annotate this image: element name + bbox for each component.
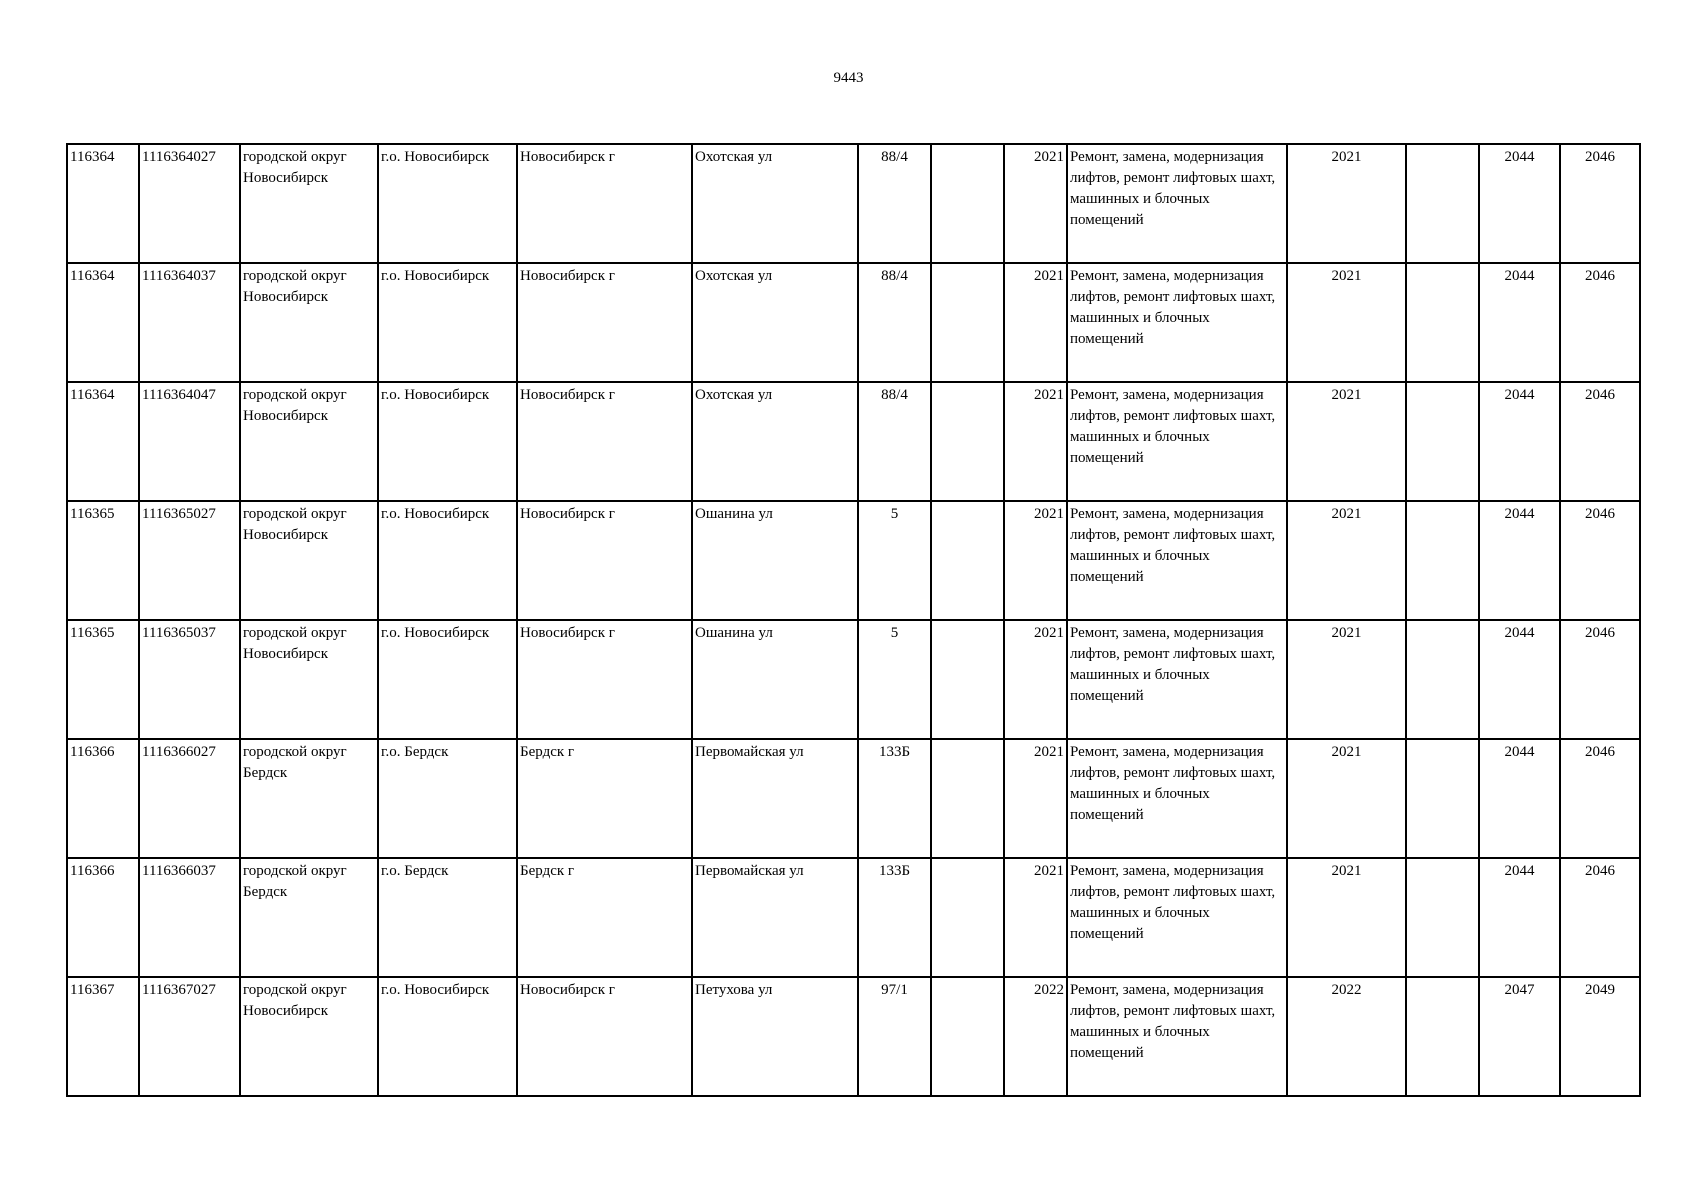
cell-id: 116366 xyxy=(67,858,139,977)
page-number: 9443 xyxy=(833,70,864,86)
cell-year-c: 2044 xyxy=(1479,263,1560,382)
cell-work: Ремонт, замена, модернизация лифтов, ремонт лифтовых шахт, машинных и блочных помещений xyxy=(1067,501,1287,620)
cell-house: 5 xyxy=(858,501,931,620)
table-body xyxy=(67,144,1640,1096)
cell-year-a: 2021 xyxy=(1004,263,1067,382)
cell-locality: Новосибирск г xyxy=(517,144,692,263)
cell-blank-1 xyxy=(931,977,1004,1096)
cell-year-b: 2021 xyxy=(1287,858,1406,977)
table-row xyxy=(67,620,1640,739)
cell-municipality: г.о. Бердск xyxy=(378,858,517,977)
cell-work: Ремонт, замена, модернизация лифтов, ремонт лифтовых шахт, машинных и блочных помещений xyxy=(1067,263,1287,382)
cell-code: 1116364027 xyxy=(139,144,240,263)
cell-house: 133Б xyxy=(858,858,931,977)
cell-work: Ремонт, замена, модернизация лифтов, ремонт лифтовых шахт, машинных и блочных помещений xyxy=(1067,382,1287,501)
cell-year-a: 2021 xyxy=(1004,620,1067,739)
cell-blank-1 xyxy=(931,739,1004,858)
cell-year-c: 2044 xyxy=(1479,144,1560,263)
cell-year-a: 2021 xyxy=(1004,858,1067,977)
cell-street: Первомайская ул xyxy=(692,858,858,977)
cell-year-d: 2046 xyxy=(1560,739,1640,858)
cell-id: 116367 xyxy=(67,977,139,1096)
cell-work: Ремонт, замена, модернизация лифтов, ремонт лифтовых шахт, машинных и блочных помещений xyxy=(1067,977,1287,1096)
cell-street: Ошанина ул xyxy=(692,620,858,739)
cell-year-a: 2021 xyxy=(1004,382,1067,501)
cell-year-c: 2044 xyxy=(1479,739,1560,858)
table-row xyxy=(67,263,1640,382)
cell-street: Охотская ул xyxy=(692,263,858,382)
cell-blank-2 xyxy=(1406,977,1479,1096)
table-row xyxy=(67,382,1640,501)
cell-year-d: 2046 xyxy=(1560,620,1640,739)
cell-blank-2 xyxy=(1406,263,1479,382)
cell-house: 133Б xyxy=(858,739,931,858)
cell-locality: Новосибирск г xyxy=(517,263,692,382)
cell-municipality: г.о. Новосибирск xyxy=(378,144,517,263)
cell-work: Ремонт, замена, модернизация лифтов, ремонт лифтовых шахт, машинных и блочных помещений xyxy=(1067,858,1287,977)
cell-blank-2 xyxy=(1406,858,1479,977)
cell-year-d: 2046 xyxy=(1560,501,1640,620)
cell-work: Ремонт, замена, модернизация лифтов, ремонт лифтовых шахт, машинных и блочных помещений xyxy=(1067,144,1287,263)
cell-year-a: 2021 xyxy=(1004,501,1067,620)
cell-year-a: 2022 xyxy=(1004,977,1067,1096)
cell-year-b: 2021 xyxy=(1287,620,1406,739)
cell-blank-1 xyxy=(931,501,1004,620)
cell-blank-2 xyxy=(1406,620,1479,739)
cell-district: городской округ Новосибирск xyxy=(240,382,378,501)
cell-year-d: 2046 xyxy=(1560,858,1640,977)
table-row xyxy=(67,144,1640,263)
table-row xyxy=(67,739,1640,858)
cell-district: городской округ Бердск xyxy=(240,739,378,858)
cell-district: городской округ Новосибирск xyxy=(240,620,378,739)
cell-locality: Новосибирск г xyxy=(517,977,692,1096)
table-row xyxy=(67,977,1640,1096)
cell-municipality: г.о. Новосибирск xyxy=(378,263,517,382)
cell-house: 5 xyxy=(858,620,931,739)
cell-house: 88/4 xyxy=(858,263,931,382)
cell-id: 116364 xyxy=(67,263,139,382)
cell-municipality: г.о. Новосибирск xyxy=(378,977,517,1096)
cell-street: Охотская ул xyxy=(692,144,858,263)
cell-blank-2 xyxy=(1406,501,1479,620)
cell-locality: Бердск г xyxy=(517,739,692,858)
cell-district: городской округ Бердск xyxy=(240,858,378,977)
registry-table xyxy=(66,143,1641,1097)
cell-code: 1116364037 xyxy=(139,263,240,382)
cell-year-c: 2044 xyxy=(1479,858,1560,977)
cell-blank-1 xyxy=(931,620,1004,739)
cell-year-c: 2044 xyxy=(1479,620,1560,739)
cell-locality: Новосибирск г xyxy=(517,620,692,739)
cell-locality: Бердск г xyxy=(517,858,692,977)
cell-year-b: 2022 xyxy=(1287,977,1406,1096)
cell-blank-1 xyxy=(931,858,1004,977)
cell-code: 1116364047 xyxy=(139,382,240,501)
cell-blank-2 xyxy=(1406,144,1479,263)
cell-district: городской округ Новосибирск xyxy=(240,144,378,263)
cell-year-b: 2021 xyxy=(1287,382,1406,501)
cell-year-c: 2044 xyxy=(1479,382,1560,501)
cell-municipality: г.о. Бердск xyxy=(378,739,517,858)
cell-code: 1116365027 xyxy=(139,501,240,620)
cell-blank-2 xyxy=(1406,739,1479,858)
cell-work: Ремонт, замена, модернизация лифтов, ремонт лифтовых шахт, машинных и блочных помещений xyxy=(1067,620,1287,739)
cell-locality: Новосибирск г xyxy=(517,501,692,620)
cell-municipality: г.о. Новосибирск xyxy=(378,501,517,620)
cell-year-b: 2021 xyxy=(1287,501,1406,620)
cell-street: Охотская ул xyxy=(692,382,858,501)
table-row xyxy=(67,858,1640,977)
cell-district: городской округ Новосибирск xyxy=(240,977,378,1096)
cell-blank-1 xyxy=(931,144,1004,263)
cell-code: 1116366037 xyxy=(139,858,240,977)
cell-code: 1116365037 xyxy=(139,620,240,739)
cell-year-d: 2046 xyxy=(1560,144,1640,263)
cell-work: Ремонт, замена, модернизация лифтов, ремонт лифтовых шахт, машинных и блочных помещений xyxy=(1067,739,1287,858)
cell-id: 116366 xyxy=(67,739,139,858)
cell-blank-1 xyxy=(931,263,1004,382)
cell-year-a: 2021 xyxy=(1004,144,1067,263)
cell-street: Ошанина ул xyxy=(692,501,858,620)
cell-house: 88/4 xyxy=(858,382,931,501)
cell-year-d: 2049 xyxy=(1560,977,1640,1096)
cell-blank-1 xyxy=(931,382,1004,501)
cell-district: городской округ Новосибирск xyxy=(240,501,378,620)
cell-id: 116364 xyxy=(67,382,139,501)
cell-code: 1116367027 xyxy=(139,977,240,1096)
cell-year-b: 2021 xyxy=(1287,739,1406,858)
cell-street: Первомайская ул xyxy=(692,739,858,858)
cell-id: 116365 xyxy=(67,620,139,739)
cell-locality: Новосибирск г xyxy=(517,382,692,501)
cell-year-b: 2021 xyxy=(1287,263,1406,382)
cell-blank-2 xyxy=(1406,382,1479,501)
cell-municipality: г.о. Новосибирск xyxy=(378,620,517,739)
cell-year-a: 2021 xyxy=(1004,739,1067,858)
cell-year-d: 2046 xyxy=(1560,382,1640,501)
cell-house: 88/4 xyxy=(858,144,931,263)
cell-municipality: г.о. Новосибирск xyxy=(378,382,517,501)
cell-street: Петухова ул xyxy=(692,977,858,1096)
cell-year-b: 2021 xyxy=(1287,144,1406,263)
cell-house: 97/1 xyxy=(858,977,931,1096)
cell-code: 1116366027 xyxy=(139,739,240,858)
cell-id: 116365 xyxy=(67,501,139,620)
cell-id: 116364 xyxy=(67,144,139,263)
cell-year-c: 2044 xyxy=(1479,501,1560,620)
table-row xyxy=(67,501,1640,620)
cell-year-d: 2046 xyxy=(1560,263,1640,382)
cell-year-c: 2047 xyxy=(1479,977,1560,1096)
cell-district: городской округ Новосибирск xyxy=(240,263,378,382)
